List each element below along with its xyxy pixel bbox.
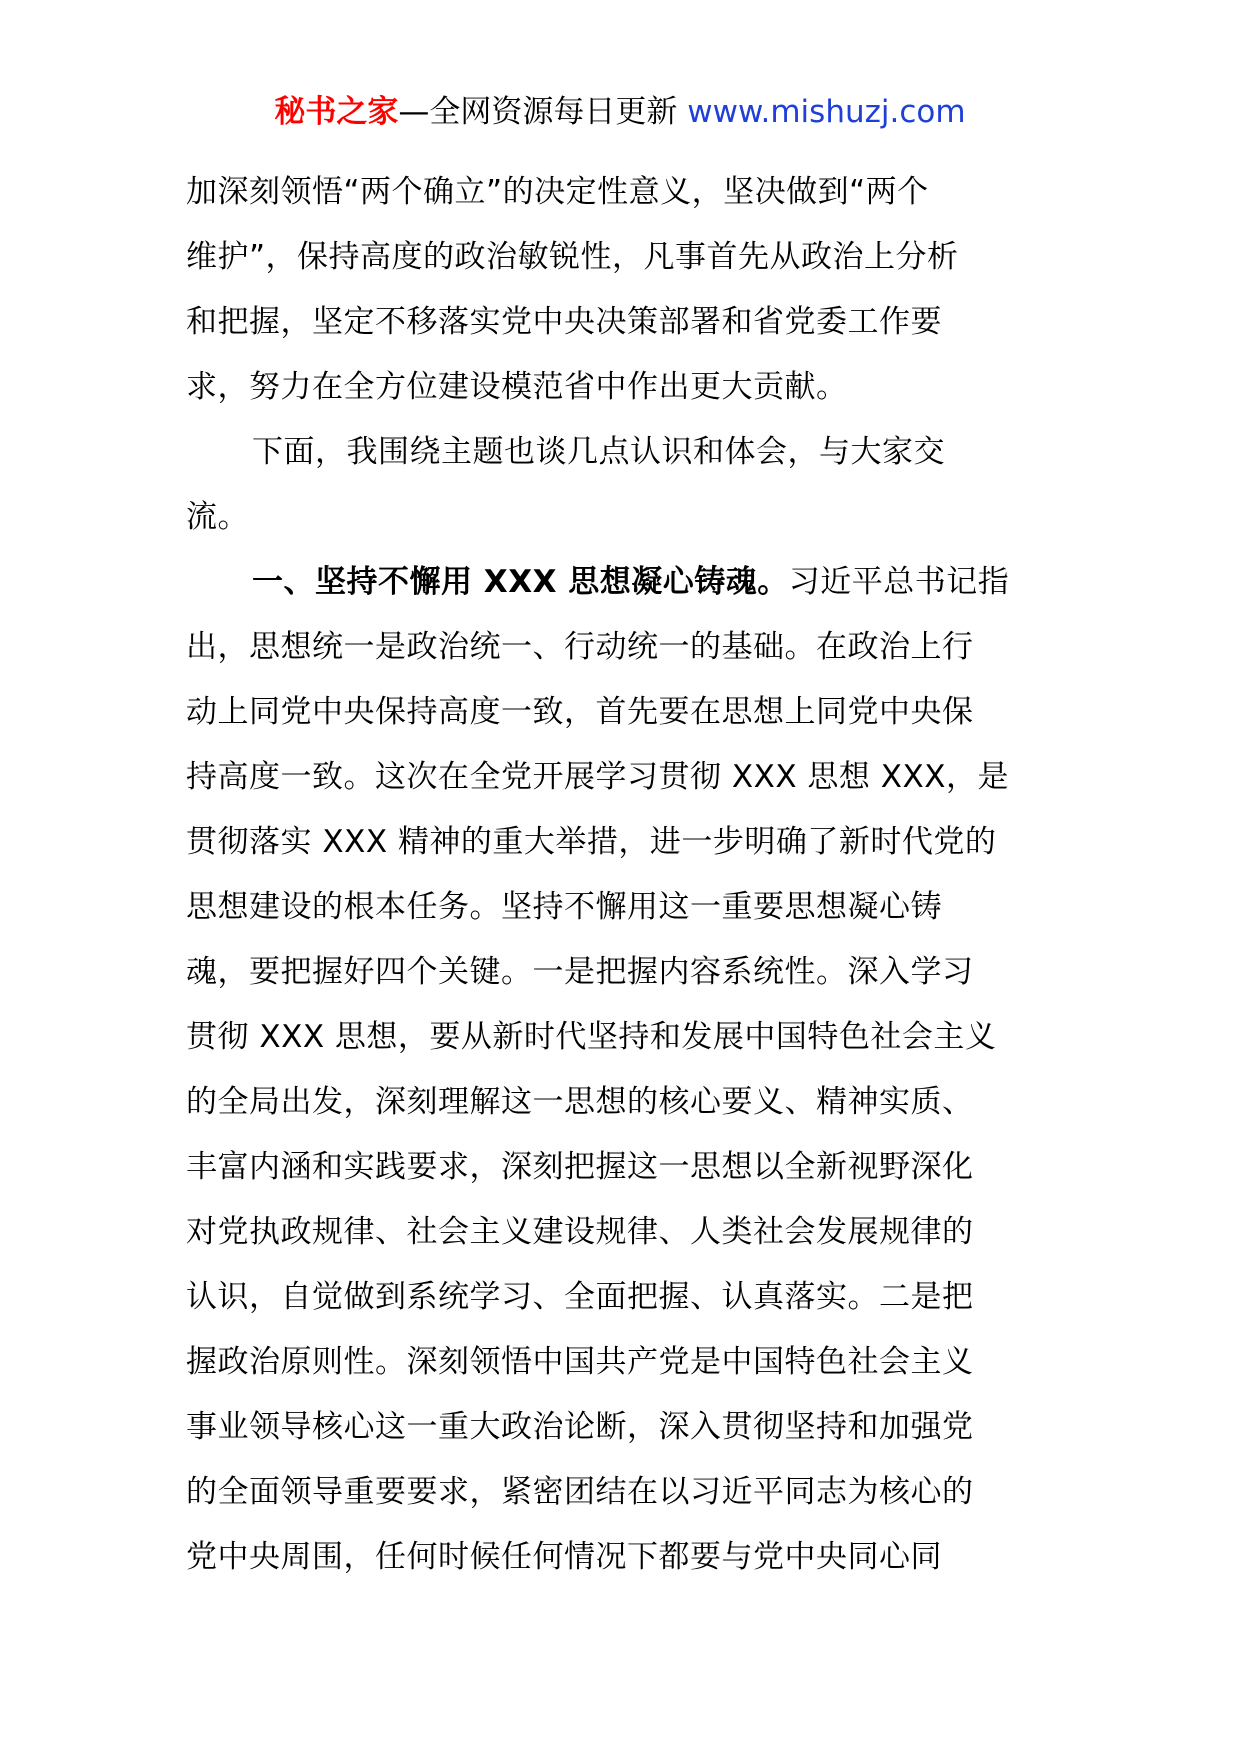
text-line: 的全局出发，深刻理解这一思想的核心要义、精神实质、 — [186, 1084, 974, 1120]
text-line: 贯彻 XXX 思想，要从新时代坚持和发展中国特色社会主义 — [186, 1019, 997, 1055]
site-url-link[interactable]: www.mishuzj.com — [687, 94, 966, 130]
text-line: 求，努力在全方位建设模范省中作出更大贡献。 — [186, 369, 848, 405]
text-line: 动上同党中央保持高度一致，首先要在思想上同党中央保 — [186, 694, 974, 730]
text-line: 持高度一致。这次在全党开展学习贯彻 XXX 思想 XXX，是 — [186, 759, 1009, 795]
site-header — [0, 92, 1240, 132]
text-line: 维护”，保持高度的政治敏锐性，凡事首先从政治上分析 — [186, 239, 959, 275]
text-line: 的全面领导重要要求，紧密团结在以习近平同志为核心的 — [186, 1474, 974, 1510]
header-tagline: —全网资源每日更新 — [398, 94, 688, 130]
section-heading: 一、坚持不懈用 XXX 思想凝心铸魂。 — [252, 564, 789, 600]
text-line: 贯彻落实 XXX 精神的重大举措，进一步明确了新时代党的 — [186, 824, 997, 860]
text-line: 握政治原则性。深刻领悟中国共产党是中国特色社会主义 — [186, 1344, 974, 1380]
text-line: 丰富内涵和实践要求，深刻把握这一思想以全新视野深化 — [186, 1149, 974, 1185]
document-body — [186, 160, 1066, 1590]
text-line: 党中央周围，任何时候任何情况下都要与党中央同心同 — [186, 1539, 942, 1575]
text-line: 流。 — [186, 499, 249, 535]
text-line: 魂，要把握好四个关键。一是把握内容系统性。深入学习 — [186, 954, 974, 990]
text-line: 认识，自觉做到系统学习、全面把握、认真落实。二是把 — [186, 1279, 974, 1315]
section-heading-line — [186, 550, 1066, 615]
text-line: 事业领导核心这一重大政治论断，深入贯彻坚持和加强党 — [186, 1409, 974, 1445]
section-heading-rest: 习近平总书记指 — [788, 564, 1010, 600]
text-line: 和把握，坚定不移落实党中央决策部署和省党委工作要 — [186, 304, 942, 340]
paragraph-start-line: 下面，我围绕主题也谈几点认识和体会，与大家交 — [252, 434, 945, 470]
brand-name: 秘书之家 — [274, 94, 399, 130]
text-line: 对党执政规律、社会主义建设规律、人类社会发展规律的 — [186, 1214, 974, 1250]
text-line: 加深刻领悟“两个确立”的决定性意义，坚决做到“两个 — [186, 174, 929, 210]
text-line: 思想建设的根本任务。坚持不懈用这一重要思想凝心铸 — [186, 889, 942, 925]
text-line: 出，思想统一是政治统一、行动统一的基础。在政治上行 — [186, 629, 974, 665]
